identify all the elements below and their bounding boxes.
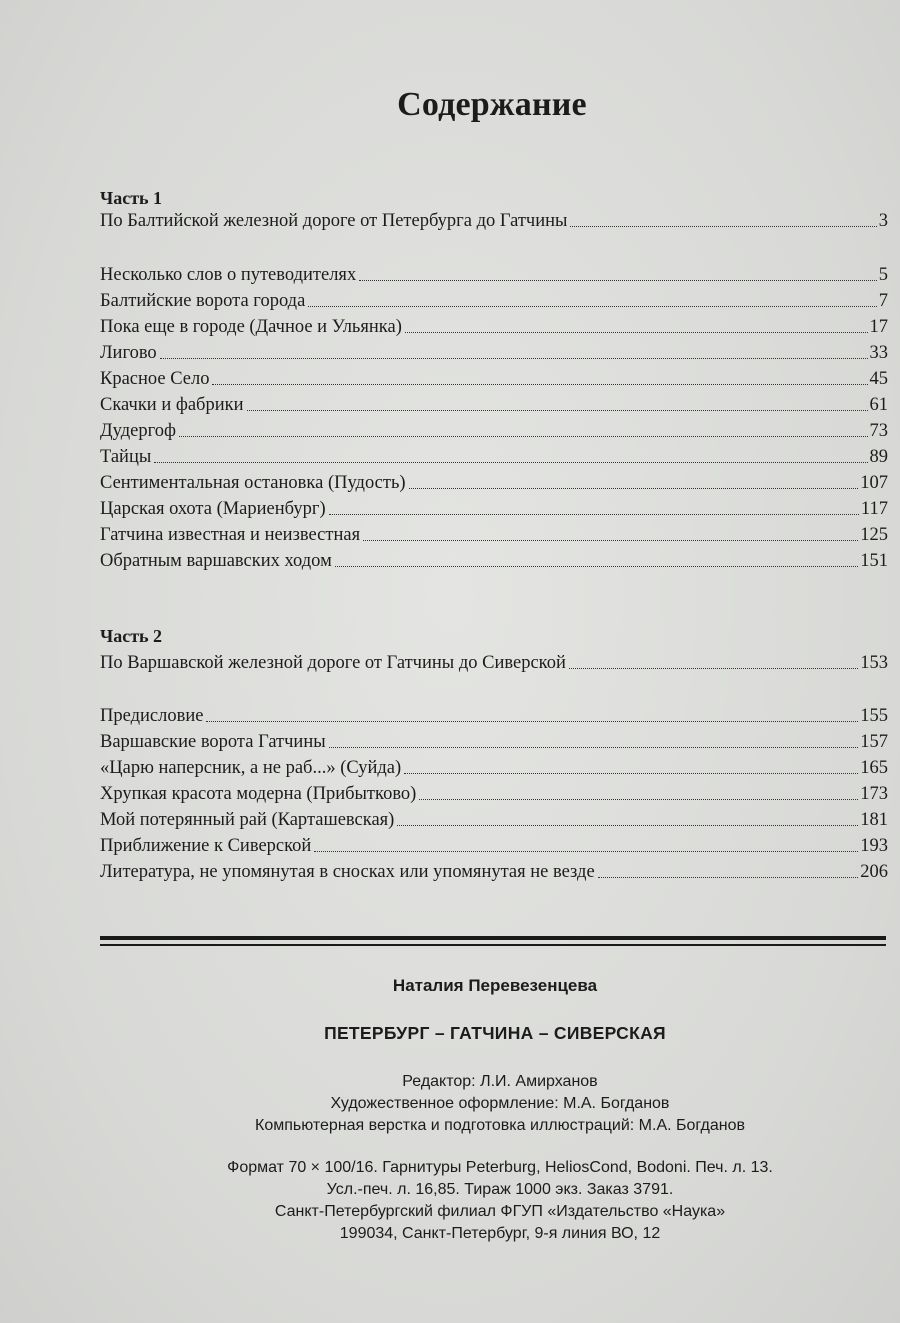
- toc-entry: [100, 366, 888, 390]
- imprint-editor: Редактор: Л.И. Амирханов: [402, 1073, 598, 1090]
- dot-leader: [212, 383, 867, 385]
- toc-entry: [100, 470, 888, 494]
- toc-label: Хрупкая красота модерна (Прибытково): [100, 784, 417, 804]
- toc-page-number: 45: [869, 369, 888, 389]
- toc-entry: [100, 392, 888, 416]
- toc-page-number: 173: [860, 784, 888, 804]
- toc-page-number: 155: [860, 706, 888, 726]
- dot-leader: [397, 824, 858, 826]
- book-title: ПЕТЕРБУРГ – ГАТЧИНА – СИВЕРСКАЯ: [324, 1023, 666, 1043]
- dot-leader: [154, 461, 867, 463]
- toc-page-number: 125: [860, 525, 888, 545]
- part-2-heading: Часть 2: [100, 626, 163, 646]
- toc-page-number: 181: [860, 810, 888, 830]
- imprint-format: Формат 70 × 100/16. Гарнитуры Peterburg, HeliosCond, Bodoni. Печ. л. 13.: [227, 1159, 773, 1176]
- dot-leader: [160, 357, 868, 359]
- toc-page-number: 206: [860, 862, 888, 882]
- toc-page-number: 153: [860, 653, 888, 673]
- toc-label: Приближение к Сиверской: [100, 836, 312, 856]
- toc-page-number: 73: [869, 421, 888, 441]
- dot-leader: [359, 279, 877, 281]
- toc-page-number: 165: [860, 758, 888, 778]
- toc-label: Гатчина известная и неизвестная: [100, 525, 361, 545]
- toc-label: Скачки и фабрики: [100, 395, 244, 415]
- toc-label: Сентиментальная остановка (Пудость): [100, 473, 406, 493]
- toc-label: Царская охота (Мариенбург): [100, 499, 326, 519]
- toc-entry: [100, 444, 888, 468]
- toc-entry: [100, 418, 888, 442]
- toc-part-1-main: [100, 208, 888, 232]
- toc-page-number: 107: [860, 473, 888, 493]
- dot-leader: [247, 409, 868, 411]
- dot-leader: [363, 539, 858, 541]
- toc-entry: [100, 262, 888, 286]
- toc-entry: [100, 288, 888, 312]
- divider-thin: [100, 944, 886, 946]
- imprint-layout: Компьютерная верстка и подготовка иллюстраций: М.А. Богданов: [255, 1117, 745, 1134]
- part-1-heading: Часть 1: [100, 188, 163, 208]
- dot-leader: [314, 850, 858, 852]
- toc-entry: [100, 314, 888, 338]
- toc-page-number: 17: [869, 317, 888, 337]
- toc-label: Балтийские ворота города: [100, 291, 306, 311]
- toc-label: Литература, не упомянутая в сносках или упомянутая не везде: [100, 862, 595, 882]
- dot-leader: [329, 513, 859, 515]
- imprint-address: 199034, Санкт-Петербург, 9-я линия ВО, 12: [339, 1225, 661, 1242]
- dot-leader: [419, 798, 858, 800]
- toc-page-number: 5: [878, 265, 888, 285]
- toc-part-2-main: [100, 650, 888, 674]
- dot-leader: [206, 720, 858, 722]
- dot-leader: [598, 876, 859, 878]
- toc-page-number: 3: [878, 211, 888, 231]
- toc-entry: [100, 522, 888, 546]
- toc-entry: [100, 548, 888, 572]
- author-name: Наталия Перевезенцева: [392, 976, 598, 995]
- toc-page-number: 193: [860, 836, 888, 856]
- toc-label: Предисловие: [100, 706, 204, 726]
- toc-page-number: 33: [869, 343, 888, 363]
- dot-leader: [409, 487, 859, 489]
- page-title: Содержание: [397, 86, 587, 123]
- toc-entry: [100, 340, 888, 364]
- toc-label: Дудергоф: [100, 421, 176, 441]
- toc-label: Лигово: [100, 343, 157, 363]
- toc-page-number: 151: [860, 551, 888, 571]
- toc-label: Несколько слов о путеводителях: [100, 265, 357, 285]
- dot-leader: [405, 331, 868, 333]
- dot-leader: [570, 225, 876, 227]
- toc-label: По Балтийской железной дороге от Петербурга до Гатчины: [100, 211, 568, 231]
- toc-label: Пока еще в городе (Дачное и Ульянка): [100, 317, 402, 337]
- toc-entry: [100, 781, 888, 805]
- toc-page-number: 117: [860, 499, 888, 519]
- toc-entry: [100, 729, 888, 753]
- toc-label: Тайцы: [100, 447, 152, 467]
- dot-leader: [179, 435, 868, 437]
- toc-entry: [100, 755, 888, 779]
- dot-leader: [335, 565, 858, 567]
- toc-page-number: 89: [869, 447, 888, 467]
- toc-entry: [100, 859, 888, 883]
- toc-label: По Варшавской железной дороге от Гатчины до Сиверской: [100, 653, 566, 673]
- divider-thick: [100, 936, 886, 940]
- toc-entry: [100, 496, 888, 520]
- dot-leader: [329, 746, 859, 748]
- toc-page-number: 61: [869, 395, 888, 415]
- toc-label: Мой потерянный рай (Карташевская): [100, 810, 395, 830]
- toc-entry: [100, 807, 888, 831]
- toc-label: Красное Село: [100, 369, 210, 389]
- toc-label: «Царю наперсник, а не раб...» (Суйда): [100, 758, 402, 778]
- toc-label: Обратным варшавских ходом: [100, 551, 332, 571]
- dot-leader: [569, 667, 858, 669]
- toc-page-number: 157: [860, 732, 888, 752]
- toc-label: Варшавские ворота Гатчины: [100, 732, 326, 752]
- imprint-publisher: Санкт-Петербургский филиал ФГУП «Издательство «Наука»: [274, 1203, 726, 1220]
- dot-leader: [308, 305, 876, 307]
- dot-leader: [404, 772, 858, 774]
- imprint-design: Художественное оформление: М.А. Богданов: [330, 1095, 670, 1112]
- toc-entry: [100, 833, 888, 857]
- imprint-print-run: Усл.-печ. л. 16,85. Тираж 1000 экз. Заказ 3791.: [326, 1181, 674, 1198]
- toc-entry: [100, 703, 888, 727]
- toc-page-number: 7: [878, 291, 888, 311]
